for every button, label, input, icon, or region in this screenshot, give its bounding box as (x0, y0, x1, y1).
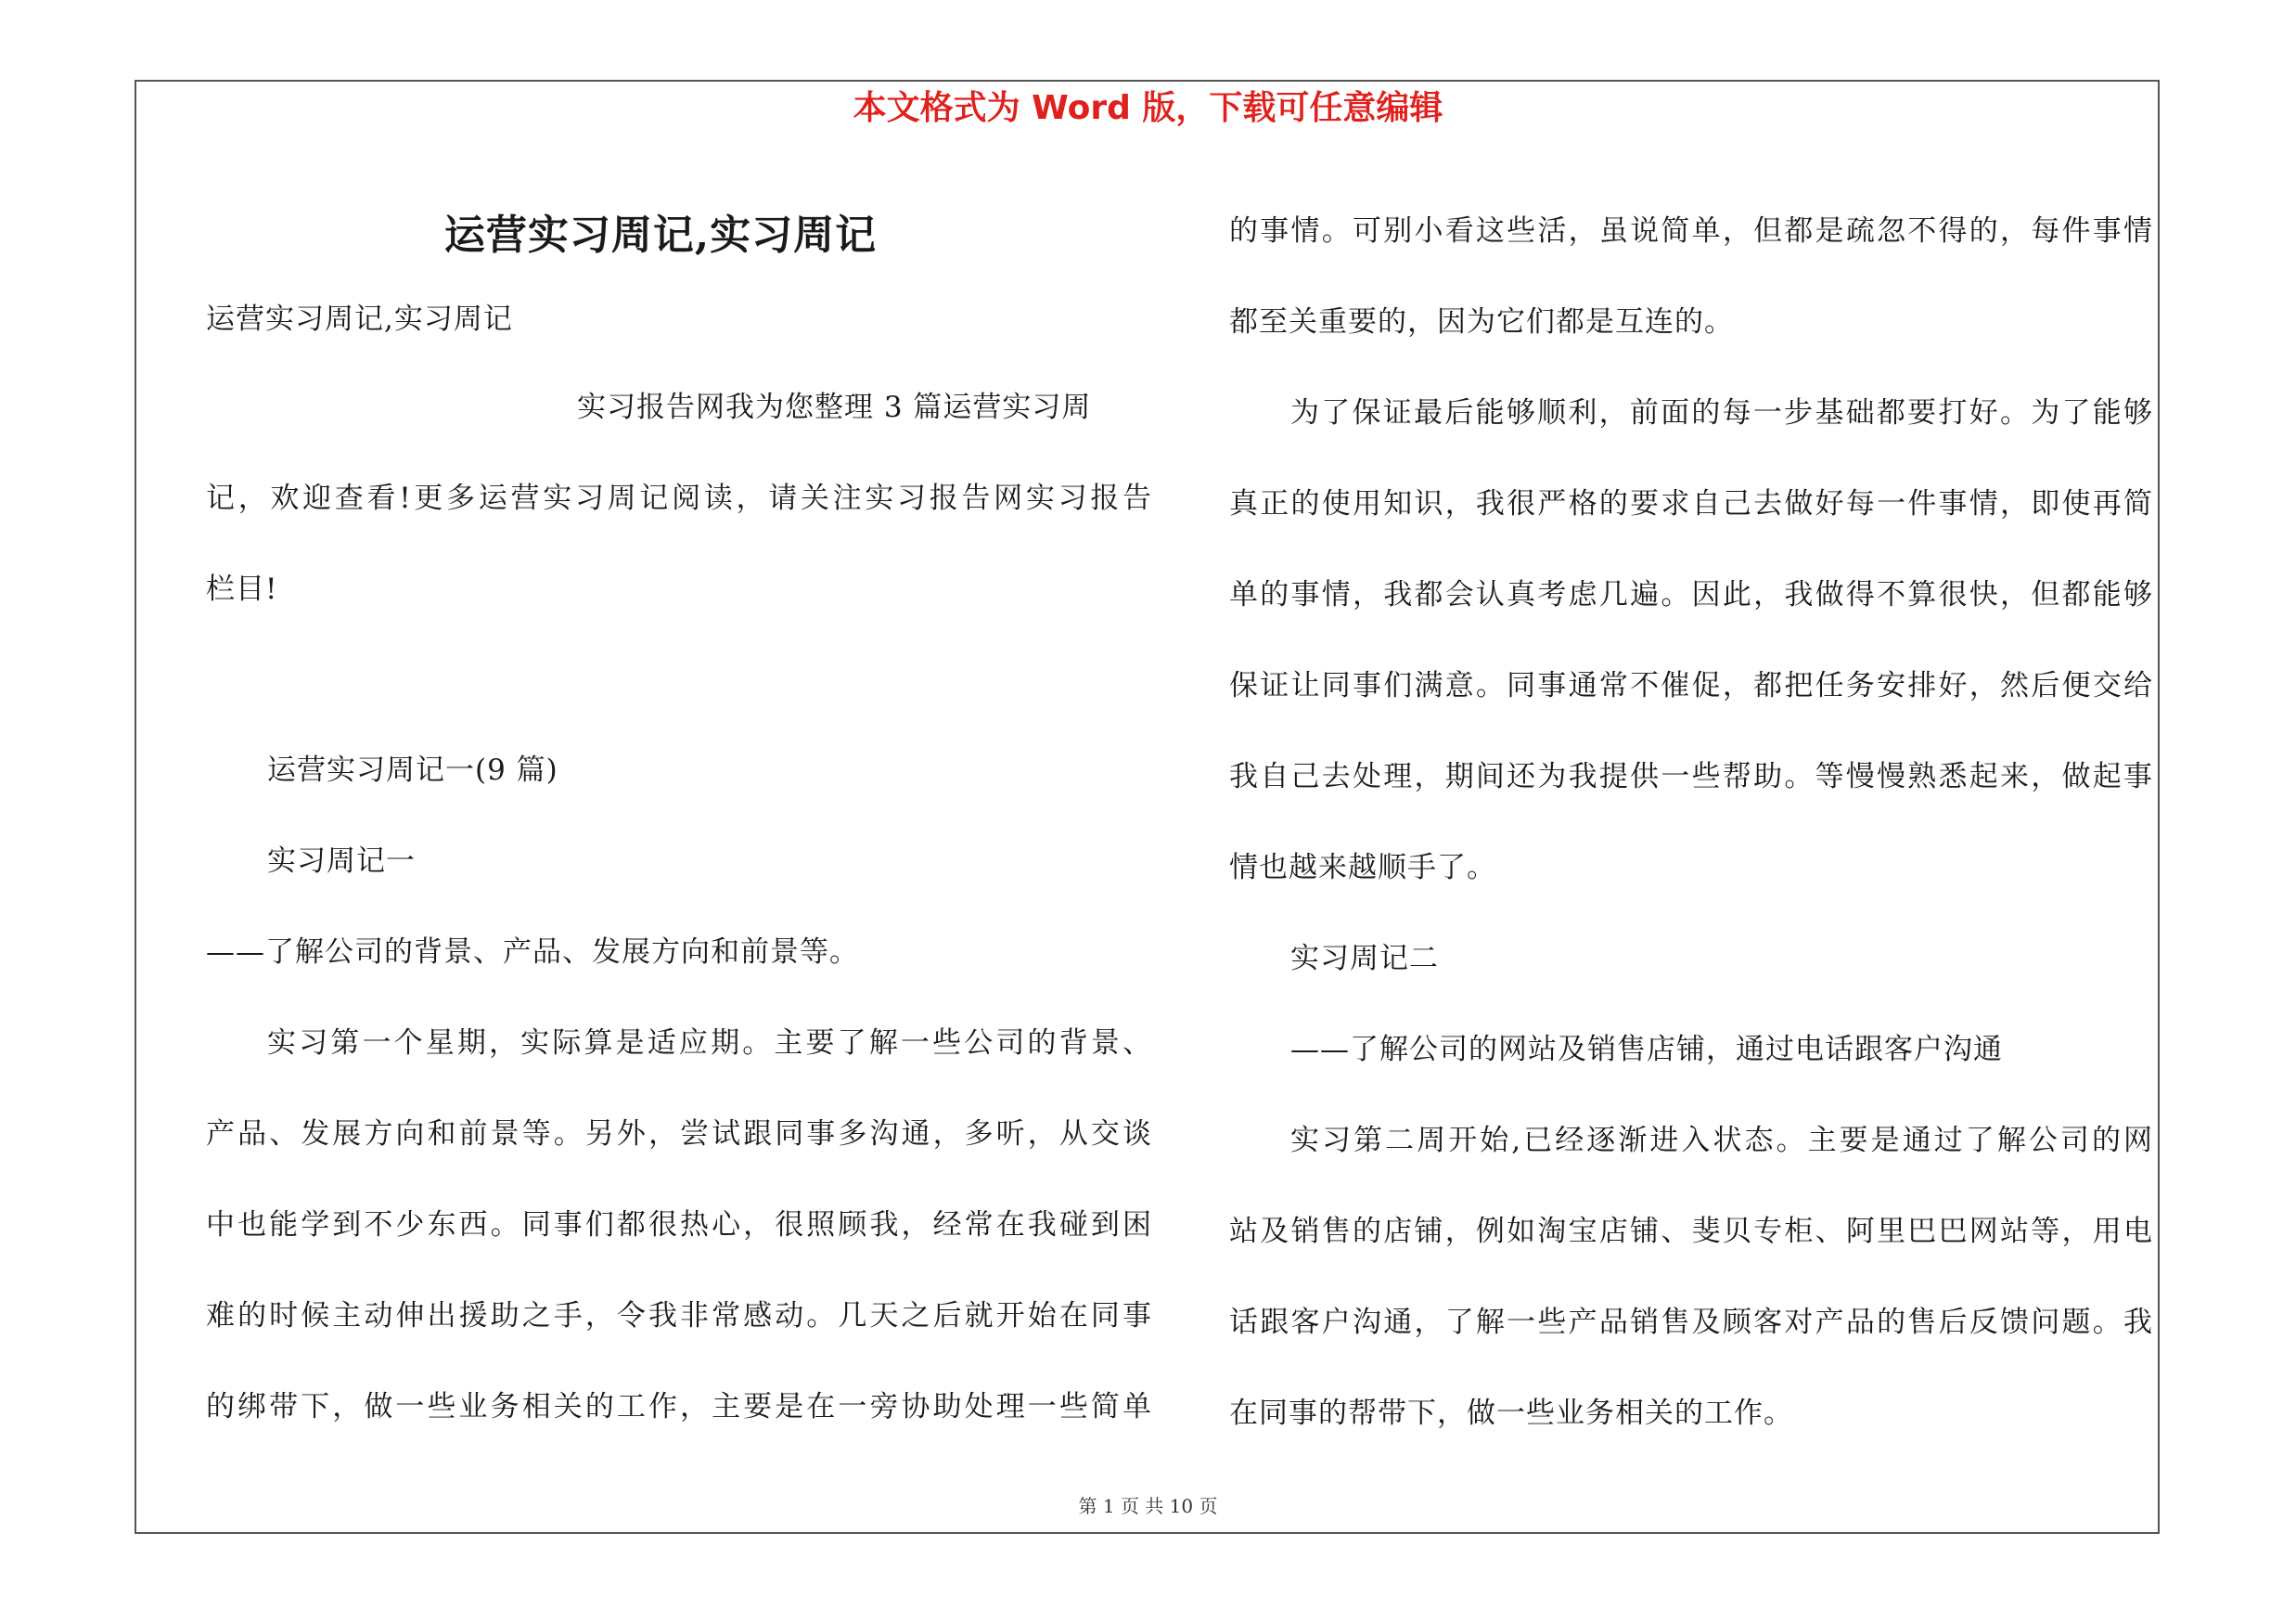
body-line: 我自己去处理，期间还为我提供一些帮助。等慢慢熟悉起来，做起事 (1229, 760, 2153, 793)
section-subtitle: ——了解公司的网站及销售店铺，通过电话跟客户沟通 (1290, 1033, 2003, 1066)
body-line: 实习第一个星期，实际算是适应期。主要了解一些公司的背景、 (267, 1026, 1152, 1060)
document-title: 运营实习周记,实习周记 (443, 212, 878, 259)
body-line: 单的事情，我都会认真考虑几遍。因此，我做得不算很快，但都能够 (1229, 578, 2153, 612)
right-column (1229, 186, 2153, 1459)
body-line: 为了保证最后能够顺利，前面的每一步基础都要打好。为了能够 (1290, 396, 2153, 430)
body-line: 真正的使用知识，我很严格的要求自己去做好每一件事情，即使再简 (1229, 487, 2153, 521)
section-subtitle: ——了解公司的背景、产品、发展方向和前景等。 (206, 935, 859, 969)
section-heading: 运营实习周记一(9 篇) (267, 754, 558, 787)
body-line: 在同事的帮带下，做一些业务相关的工作。 (1229, 1397, 1793, 1430)
body-line: 站及销售的店铺，例如淘宝店铺、斐贝专柜、阿里巴巴网站等，用电 (1229, 1215, 2153, 1248)
section-heading: 实习周记一 (267, 844, 416, 878)
intro-line: 记，欢迎查看!更多运营实习周记阅读，请关注实习报告网实习报告 (206, 482, 1152, 515)
body-line: 中也能学到不少东西。同事们都很热心，很照顾我，经常在我碰到困 (206, 1208, 1152, 1242)
page-number-footer: 第 1 页 共 10 页 (1078, 1495, 1218, 1517)
format-notice-banner: 本文格式为 Word 版，下载可任意编辑 (853, 89, 1443, 127)
body-line: 保证让同事们满意。同事通常不催促，都把任务安排好，然后便交给 (1229, 669, 2153, 702)
body-line: 话跟客户沟通，了解一些产品销售及顾客对产品的售后反馈问题。我 (1229, 1306, 2153, 1339)
subtitle-line: 运营实习周记,实习周记 (206, 303, 513, 336)
body-line: 产品、发展方向和前景等。另外，尝试跟同事多沟通，多听，从交谈 (206, 1117, 1152, 1151)
body-line: 难的时候主动伸出援助之手，令我非常感动。几天之后就开始在同事 (206, 1299, 1152, 1333)
left-column (206, 186, 1152, 1452)
body-line: 的事情。可别小看这些活，虽说简单，但都是疏忽不得的，每件事情 (1229, 214, 2153, 248)
body-line: 情也越来越顺手了。 (1229, 851, 1496, 884)
intro-line: 实习报告网我为您整理 3 篇运营实习周 (577, 391, 1092, 424)
section-heading: 实习周记二 (1290, 942, 1439, 975)
body-line: 都至关重要的，因为它们都是互连的。 (1229, 305, 1734, 339)
body-line: 的绑带下，做一些业务相关的工作，主要是在一旁协助处理一些简单 (206, 1390, 1152, 1423)
blank-line (206, 635, 1152, 725)
body-line: 实习第二周开始,已经逐渐进入状态。主要是通过了解公司的网 (1290, 1124, 2153, 1157)
intro-line: 栏目! (206, 573, 278, 606)
